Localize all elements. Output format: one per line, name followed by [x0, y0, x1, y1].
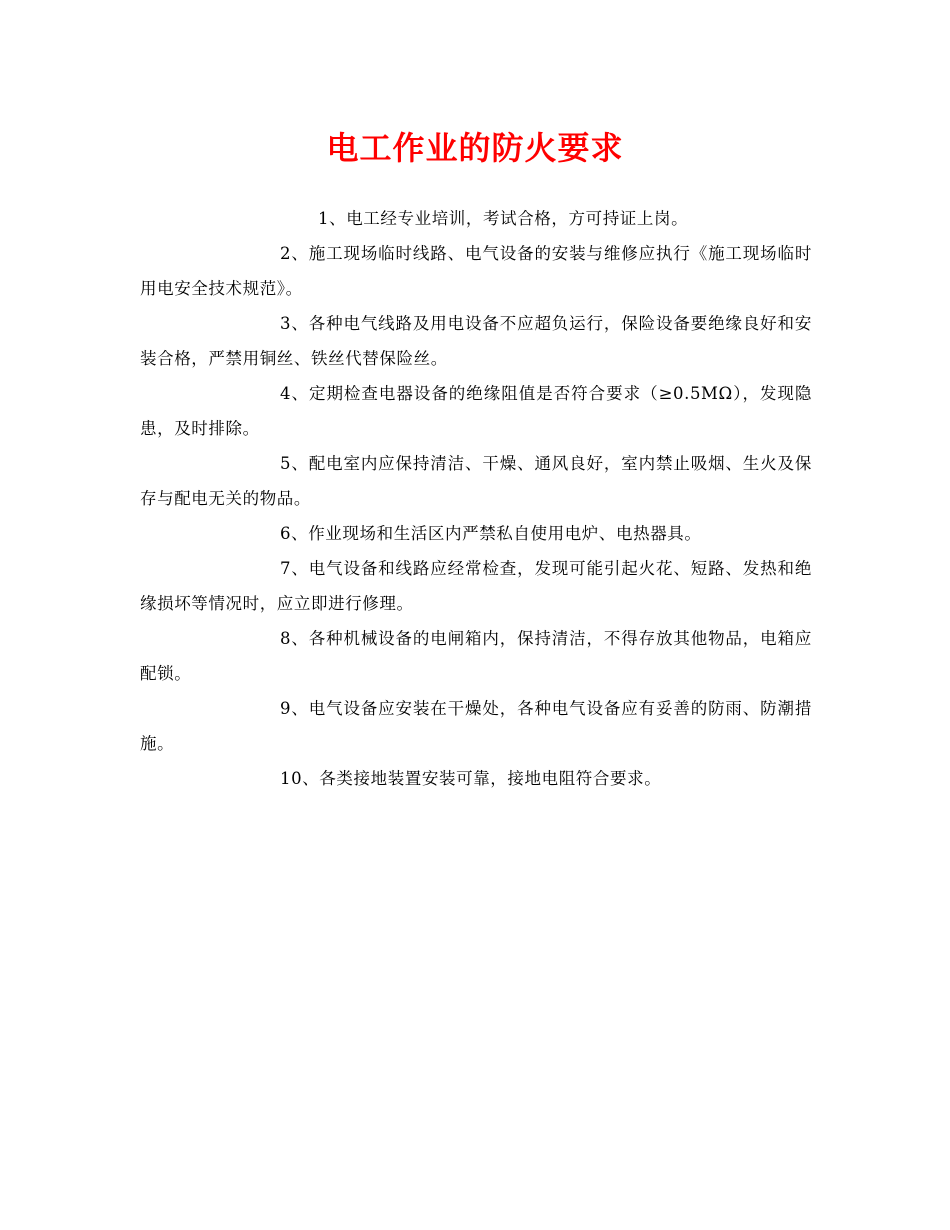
- requirement-item-9: 9、电气设备应安装在干燥处，各种电气设备应有妥善的防雨、防潮措施。: [140, 699, 812, 753]
- requirement-item-5: 5、配电室内应保持清洁、干燥、通风良好，室内禁止吸烟、生火及保存与配电无关的物品。: [140, 454, 812, 508]
- requirement-item-3: 3、各种电气线路及用电设备不应超负运行，保险设备要绝缘良好和安装合格，严禁用铜丝、铁丝代替保险丝。: [140, 314, 812, 368]
- requirement-item-2: 2、施工现场临时线路、电气设备的安装与维修应执行《施工现场临时用电安全技术规范》。: [140, 244, 812, 298]
- document-body: [140, 201, 812, 796]
- document-title: 电工作业的防火要求: [326, 129, 624, 167]
- requirement-item-7: 7、电气设备和线路应经常检查，发现可能引起火花、短路、发热和绝缘损坏等情况时，应立即进行修理。: [140, 559, 812, 613]
- requirement-item-10: 10、各类接地装置安装可靠，接地电阻符合要求。: [280, 769, 662, 788]
- requirement-item-1: 1、电工经专业培训，考试合格，方可持证上岗。: [318, 209, 689, 228]
- requirement-item-4: 4、定期检查电器设备的绝缘阻值是否符合要求（≥0.5MΩ），发现隐患，及时排除。: [140, 384, 812, 438]
- requirement-item-8: 8、各种机械设备的电闸箱内，保持清洁，不得存放其他物品，电箱应配锁。: [140, 629, 812, 683]
- requirement-item-6: 6、作业现场和生活区内严禁私自使用电炉、电热器具。: [280, 524, 702, 543]
